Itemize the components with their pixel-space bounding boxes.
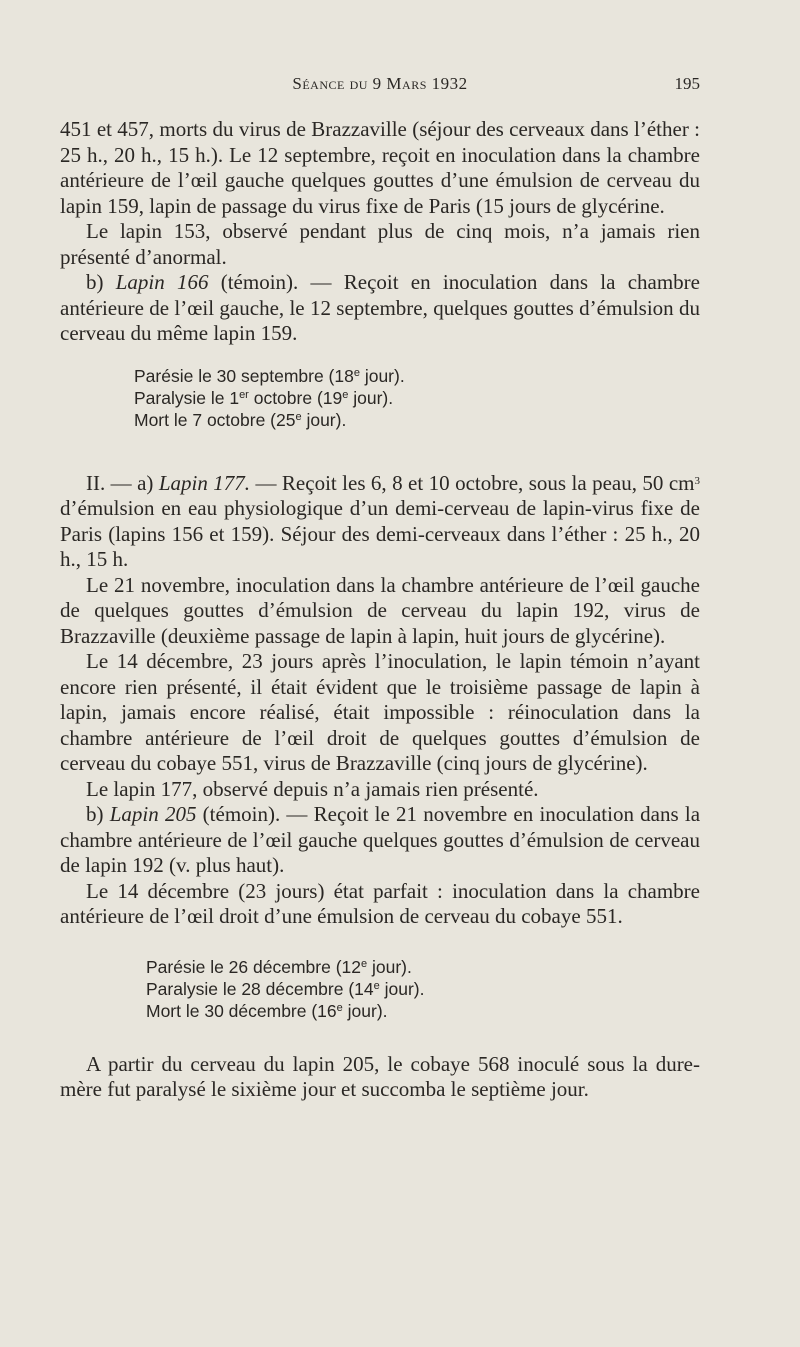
paragraph: Le lapin 177, observé depuis n’a jamais rien présenté.: [86, 776, 539, 801]
observation-item: Parésie le 30 septembre (18e jour).: [134, 365, 405, 386]
observation-item: Mort le 30 décembre (16e jour).: [146, 1000, 388, 1021]
observation-list: [146, 956, 700, 1022]
paragraph: 451 et 457, morts du virus de Brazzaville (séjour des cerveaux dans l’éther : 25 h., 20 h., 15 h.). Le 12 septembre, reçoit en inoculation dans la chambre antérieure de l’œil gauche quelques gouttes d’une émulsion de cerveau du lapin 159, lapin de passage du virus fixe de Paris (15 jours de glycérine.: [60, 117, 700, 218]
observation-item: Paralysie le 28 décembre (14e jour).: [146, 978, 425, 999]
observation-item: Mort le 7 octobre (25e jour).: [134, 409, 347, 430]
observation-item: Paralysie le 1er octobre (19e jour).: [134, 387, 394, 408]
subject-name: Lapin 177.: [158, 470, 251, 495]
paragraph: Le 14 décembre, 23 jours après l’inoculation, le lapin témoin n’ayant encore rien présenté, il était évident que le troisième passage de lapin à lapin, jamais encore réalisé, était impossible : réinoculation dans la chambre antérieure de l’œil droit de quelques gouttes d’émulsion de cerveau du cobaye 551, virus de Brazzaville (cinq jours de glycérine).: [60, 649, 700, 775]
paragraph-text: (témoin). — Reçoit en inoculation dans la chambre antérieure de l’œil gauche, le 12 septembre, quelques gouttes d’émulsion du cerveau du même lapin 159.: [60, 270, 700, 345]
paragraph: [60, 270, 700, 347]
running-title: Séance du 9 Mars 1932: [292, 74, 468, 93]
page-number: 195: [674, 74, 700, 93]
paragraph: A partir du cerveau du lapin 205, le cobaye 568 inoculé sous la dure-mère fut paralysé le sixième jour et succomba le septième jour.: [60, 1051, 700, 1101]
paragraph-prefix: b): [86, 270, 116, 294]
paragraph: Le lapin 153, observé pendant plus de cinq mois, n’a jamais rien présenté d’anormal.: [60, 219, 700, 269]
paragraph: b) Lapin 205 (témoin). — Reçoit le 21 novembre en inoculation dans la chambre antérieure de l’œil gauche quelques gouttes d’émulsion de cerveau de lapin 192 (v. plus haut).: [60, 802, 701, 877]
paragraph: Le 21 novembre, inoculation dans la chambre antérieure de l’œil gauche de quelques gouttes d’émulsion de cerveau du lapin 192, virus de Brazzaville (deuxième passage de lapin à lapin, huit jours de glycérine).: [60, 572, 700, 648]
observation-item: Parésie le 26 décembre (12e jour).: [146, 956, 412, 977]
body-text: [60, 117, 700, 1103]
paragraph: II. — a) Lapin 177. — Reçoit les 6, 8 et 10 octobre, sous la peau, 50 $cm^3$ d’émulsion en eau physiologique d’un demi-cerveau de lapin-virus fixe de Paris (lapins 156 et 159). Séjour des demi-cerveaux dans l’éther : 25 h., 20 h., 15 h.: [60, 470, 700, 571]
paragraph: Le 14 décembre (23 jours) état parfait : inoculation dans la chambre antérieure de l’œil droit d’une émulsion de cerveau du cobaye 551.: [60, 878, 700, 928]
subject-name: Lapin 166: [115, 270, 209, 294]
subject-name: Lapin 205: [109, 802, 197, 826]
observation-list: [134, 365, 700, 431]
page-header: [60, 74, 700, 98]
